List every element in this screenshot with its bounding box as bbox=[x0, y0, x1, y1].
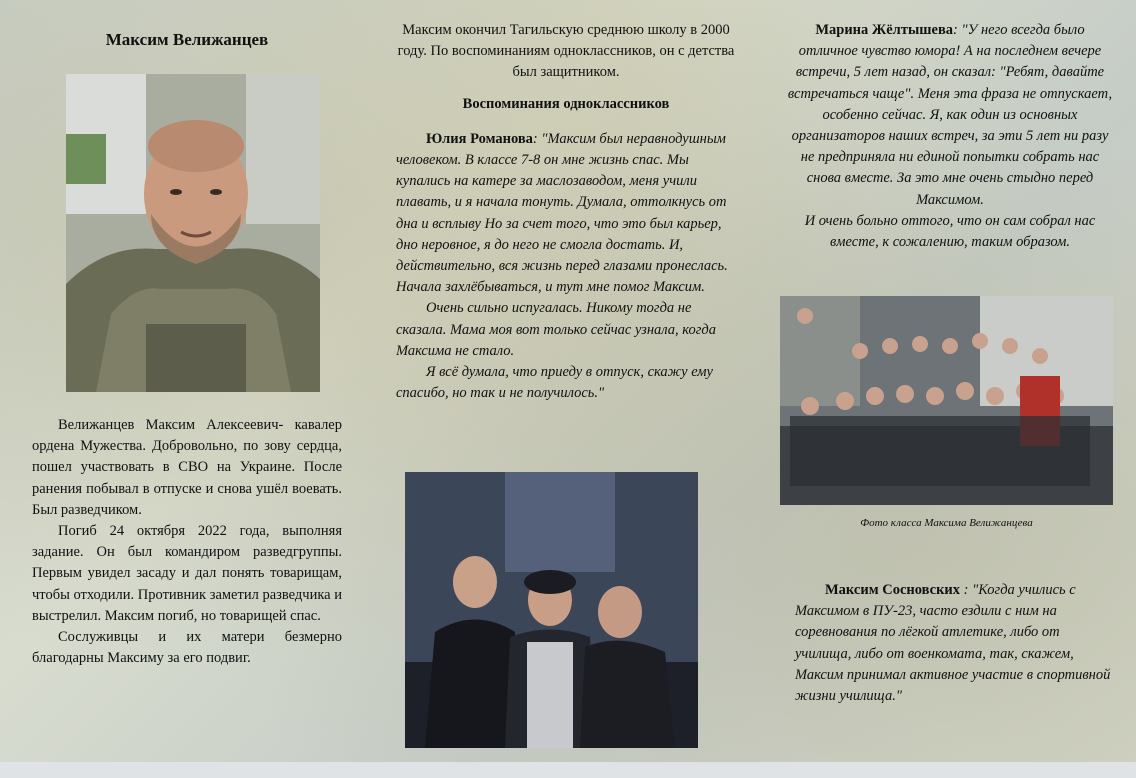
portrait-photo-image bbox=[66, 74, 320, 392]
memory-author: Максим Сосновских bbox=[825, 582, 961, 598]
bio-paragraph: Сослуживцы и их матери безмерно благодарны Максиму за его подвиг. bbox=[32, 629, 342, 667]
memory-paragraph: Очень сильно испугалась. Никому тогда не сказала. Мама моя вот только сейчас узнала, когда Максима не стало. bbox=[396, 300, 717, 359]
bio-paragraph: Велижанцев Максим Алексеевич- кавалер ордена Мужества. Добровольно, по зову сердца, пошел участвовать в СВО на Украине. После ранения побывал в отпуске и снова ушёл воевать. Был разведчиком. bbox=[32, 417, 342, 518]
memory-separator: : bbox=[960, 582, 973, 598]
bio-block bbox=[32, 415, 342, 669]
portrait-photo bbox=[66, 74, 320, 392]
memory-text: "Когда учились с Максимом в ПУ-23, часто ездили с ним на соревнования по лёгкой атлетике, либо от училища, либо от военкомата, так, скажем, Максим принимал активное участие в спортивной жизни училища." bbox=[795, 582, 1111, 705]
left-column bbox=[32, 30, 342, 50]
memory-text: "У него всегда было отличное чувство юмора! А на последнем вечере встречи, 5 лет назад, он сказал: "Ребят, давайте встречаться чаще". Меня эта фраза не отпускает, особенно сейчас. Я, как один из основных организаторов наших встреч, за эти 5 лет ни разу не предприняла ни единой попытки собрать нас снова вместе. За это мне очень стыдно перед Максимом. bbox=[787, 22, 1113, 208]
bottom-strip bbox=[0, 762, 1136, 778]
memory-sosnovskikh-block bbox=[795, 580, 1115, 707]
class-photo-image bbox=[780, 296, 1113, 505]
memory-zheltysheva bbox=[785, 20, 1115, 211]
friends-photo-image bbox=[405, 472, 698, 748]
memory-author: Юлия Романова bbox=[426, 130, 533, 147]
memory-separator: : bbox=[532, 130, 542, 147]
memory-author: Марина Жёлтышева bbox=[815, 22, 954, 38]
memory-paragraph: Я всё думала, что приеду в отпуск, скажу ему спасибо, но так и не получилось." bbox=[396, 364, 713, 402]
middle-column bbox=[396, 20, 736, 404]
intro-text: Максим окончил Тагильскую среднюю школу в 2000 году. По воспоминаниям одноклассников, он с детства был защитником. bbox=[397, 22, 735, 81]
class-photo bbox=[780, 296, 1113, 505]
memories-heading: Воспоминания одноклассников bbox=[462, 95, 670, 112]
memory-romanova bbox=[396, 129, 736, 299]
bio-paragraph: Погиб 24 октября 2022 года, выполняя задание. Он был командиром разведгруппы. Первым увидел засаду и дал понять товарищам, чтобы отходили. Противник заметил разведчика и выстрелил. Максим погиб, но товарищей спас. bbox=[32, 523, 342, 624]
page-title: Максим Велижанцев bbox=[105, 30, 269, 49]
memory-text: "Максим был неравнодушным человеком. В классе 7-8 он мне жизнь спас. Мы купались на катере за маслозаводом, меня учили плавать, и я начала тонуть. Думала, оттолкнусь от дна и всплыву Но за счет того, что это был карьер, дно неровное, я до него не смогла достать. И, действительно, вся жизнь перед глазами пронеслась. Начала захлёбываться, и тут мне помог Максим. bbox=[396, 130, 728, 296]
class-photo-caption: Фото класса Максима Велижанцева bbox=[860, 517, 1033, 529]
right-column bbox=[785, 20, 1115, 253]
memory-separator: : bbox=[953, 22, 962, 38]
memory-sosnovskikh bbox=[795, 580, 1115, 707]
memory-paragraph: И очень больно оттого, что он сам собрал нас вместе, к сожалению, таким образом. bbox=[804, 212, 1096, 251]
friends-photo bbox=[405, 472, 698, 748]
